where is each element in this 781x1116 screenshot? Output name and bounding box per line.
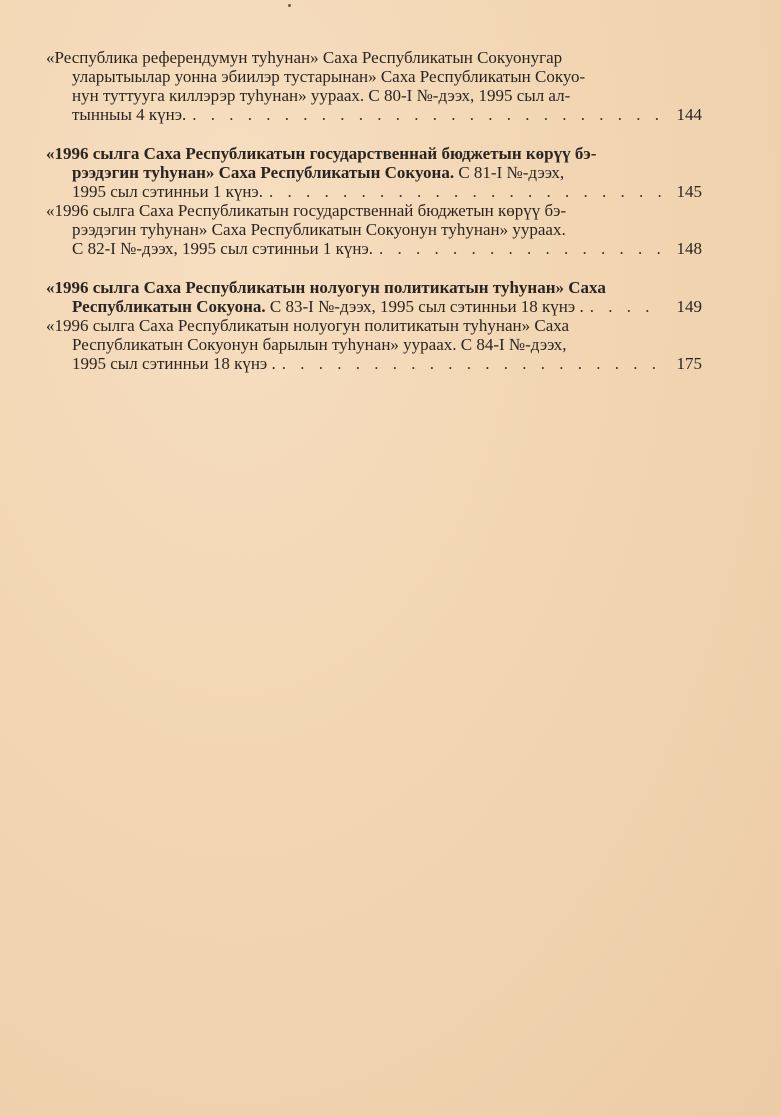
toc-line: «Республика референдумун туhунан» Саха Республикатын Сокуонугар	[46, 48, 563, 67]
page-number: 175	[676, 354, 702, 373]
toc-entry-1	[46, 48, 702, 124]
toc-entry-2	[46, 144, 702, 201]
page-number: 148	[676, 239, 702, 258]
toc-entry-4	[46, 278, 702, 316]
toc-title-bold: Республикатын Сокуона.	[72, 297, 266, 316]
toc-entry-text	[46, 316, 664, 354]
leader-dots	[282, 354, 664, 373]
toc-line	[72, 297, 584, 316]
toc-line: «1996 сылга Саха Республикатын нолуогун политикатын туhунан» Саха	[46, 278, 606, 297]
toc-group-2	[46, 144, 702, 258]
toc-line: нун туттууга киллэрэр туhунан» уураах. С 80-I №-дээх, 1995 сыл ал-	[72, 86, 571, 105]
toc-last-line	[46, 297, 664, 316]
toc-last-line	[46, 105, 664, 124]
leader-dots	[269, 182, 664, 201]
toc-line: «1996 сылга Саха Республикатын государственнай бюджетын көрүү бэ-	[46, 144, 597, 163]
toc-line: уларытыылар уонна эбиилэр тустарынан» Саха Республикатын Сокуо-	[72, 67, 586, 86]
leader-dots	[590, 297, 664, 316]
toc-line: 1995 сыл сэтинньи 18 күнэ .	[72, 354, 276, 373]
toc-last-line	[46, 182, 664, 201]
toc-entry-text	[46, 278, 664, 297]
page-number: 145	[676, 182, 702, 201]
page-number: 144	[676, 105, 702, 124]
table-of-contents	[46, 48, 702, 393]
speck	[288, 4, 291, 7]
toc-last-line	[46, 239, 664, 258]
toc-line: рээдэгин туhунан» Саха Республикатын Сокуонун туhунан» уураах.	[72, 220, 566, 239]
toc-line	[46, 163, 664, 182]
toc-entry-3	[46, 201, 702, 258]
toc-last-line	[46, 354, 664, 373]
toc-line: 1995 сыл сэтинньи 1 күнэ.	[72, 182, 263, 201]
leader-dots	[192, 105, 664, 124]
toc-line: тынныы 4 күнэ.	[72, 105, 187, 124]
toc-line-tail: С 81-I №-дээх,	[454, 163, 565, 182]
toc-group-1	[46, 48, 702, 124]
toc-line-tail: С 83-I №-дээх, 1995 сыл сэтинньи 18 күнэ .	[265, 297, 584, 316]
toc-group-3	[46, 278, 702, 373]
leader-dots	[379, 239, 664, 258]
toc-line: «1996 сылга Саха Республикатын государственнай бюджетын көрүү бэ-	[46, 201, 567, 220]
toc-line: «1996 сылга Саха Республикатын нолуогун политикатын туhунан» Саха	[46, 316, 570, 335]
toc-line: Республикатын Сокуонун барылын туhунан» уураах. С 84-I №-дээх,	[72, 335, 567, 354]
toc-entry-5	[46, 316, 702, 373]
toc-entry-text	[46, 48, 664, 105]
toc-entry-text	[46, 144, 664, 182]
page-number: 149	[676, 297, 702, 316]
toc-line: С 82-I №-дээх, 1995 сыл сэтинньи 1 күнэ.	[72, 239, 374, 258]
toc-title-bold: рээдэгин туhунан» Саха Республикатын Сокуона.	[72, 163, 455, 182]
toc-entry-text	[46, 201, 664, 239]
